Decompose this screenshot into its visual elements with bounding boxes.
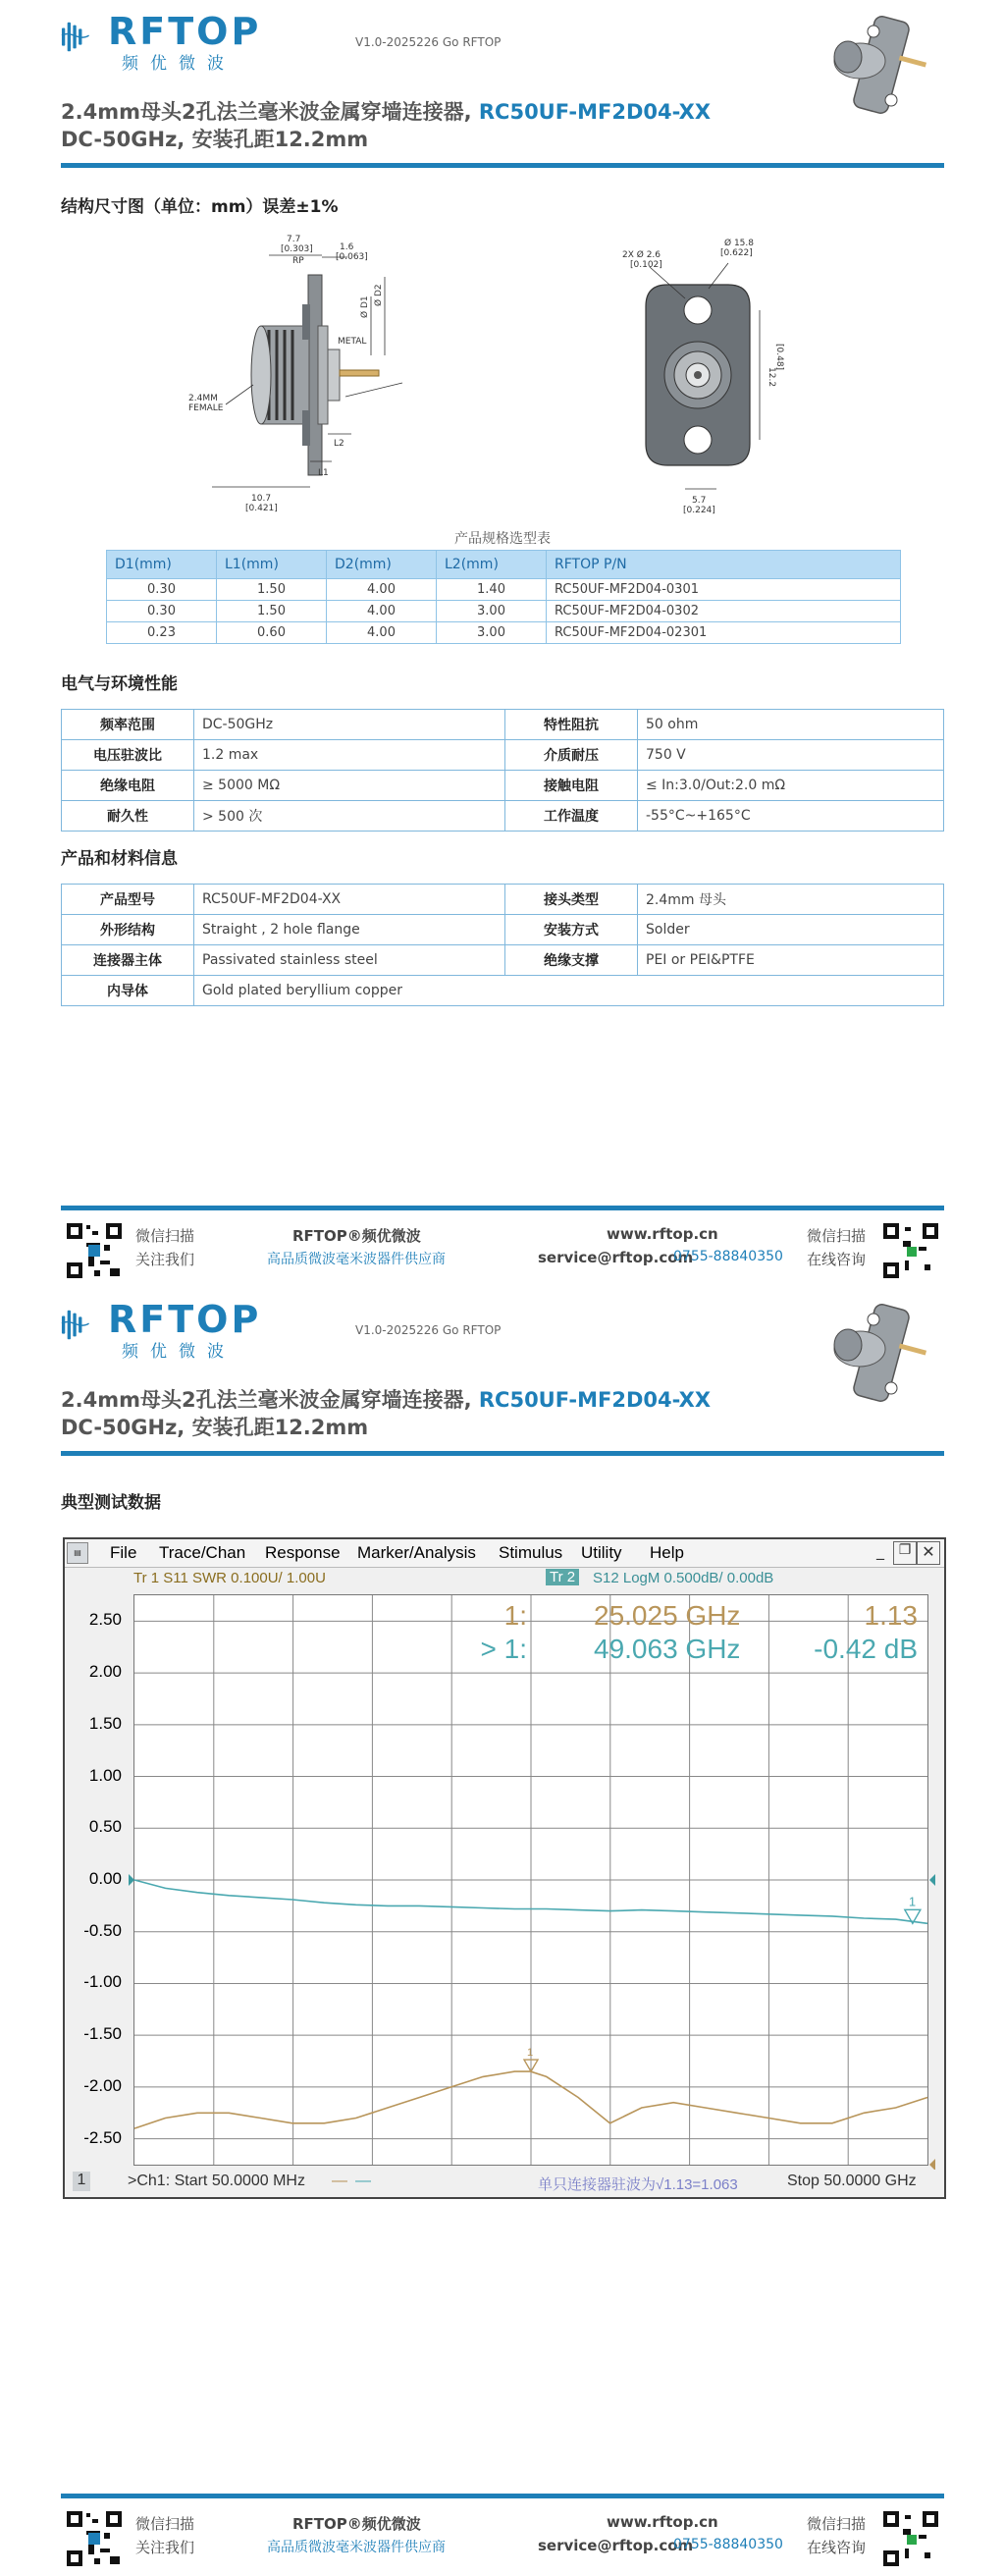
dim-1-6-in: [0.063] [336,252,368,262]
spec-value: 1.2 max [194,740,505,771]
vna-menubar [65,1539,944,1568]
footer-rule [61,2494,944,2498]
cell: RC50UF-MF2D04-02301 [547,622,901,644]
dim-l1: L1 [318,468,329,478]
qr-code-icon [881,2509,940,2568]
table-header-row [107,551,901,579]
table-row [62,801,944,832]
title-prefix: 2.4mm母头2孔法兰毫米波金属穿墙连接器, [61,100,479,124]
footer-website[interactable]: www.rftop.cn [607,1225,718,1243]
connector-photo [824,1298,932,1406]
connector-photo [824,10,932,118]
spec-key: 外形结构 [62,915,194,945]
marker-s11-label: 1 [527,2047,534,2060]
title-prefix: 2.4mm母头2孔法兰毫米波金属穿墙连接器, [61,1388,479,1412]
cell: 3.00 [437,622,547,644]
y-axis [65,1594,132,2164]
title-part-number: RC50UF-MF2D04-XX [478,1388,712,1412]
cell: 0.60 [217,622,327,644]
drawing-section-title: 结构尺寸图（单位：mm）误差±1% [61,197,339,217]
footer-wechat-scan-2: 微信扫描 [807,2515,867,2533]
trace2-label[interactable]: S12 LogM 0.500dB/ 0.00dB [593,1570,774,1586]
footer-follow-us: 关注我们 [135,1251,195,1268]
cell: 0.30 [107,601,217,622]
cell: 4.00 [327,622,437,644]
spec-key: 电压驻波比 [62,740,194,771]
label-2-4mm: 2.4MM [188,394,218,403]
y-tick-label: -0.50 [83,1920,122,1940]
spec-value: > 500 次 [194,801,505,832]
spec-key: 频率范围 [62,710,194,740]
cell: 3.00 [437,601,547,622]
dim-rp: RP [292,256,304,266]
close-icon[interactable]: ✕ [917,1541,940,1565]
spec-key: 产品型号 [62,885,194,915]
cell: 1.50 [217,601,327,622]
dim-pitch: 12.2 [767,367,776,388]
doc-title [61,96,711,126]
y-tick-label: 0.00 [88,1869,122,1888]
dim-10-7: 10.7 [251,494,272,504]
spec-value: ≤ In:3.0/Out:2.0 mΩ [638,771,944,801]
dim-d1: Ø D1 [360,295,370,318]
marker1-readout-freq: 25.025 GHz [594,1600,741,1631]
table-row [62,885,944,915]
header-rule [61,163,944,168]
table-row [62,710,944,740]
spec-value: ≥ 5000 MΩ [194,771,505,801]
materials-table [61,884,944,1006]
footer [61,1217,944,1286]
stop-frequency: Stop 50.0000 GHz [787,2173,917,2189]
spec-value: 50 ohm [638,710,944,740]
footer-phone: 0755-88840350 [673,2537,783,2552]
y-tick-label: -1.00 [83,1972,122,1992]
cell: 0.23 [107,622,217,644]
table-row [107,601,901,622]
doc-title [61,1384,711,1414]
dim-7-7-in: [0.303] [281,244,313,254]
footer-online: 在线咨询 [807,1251,867,1268]
spec-key: 接触电阻 [505,771,638,801]
title-part-number: RC50UF-MF2D04-XX [478,100,712,124]
menu-trace-chan[interactable]: Trace/Chan [159,1543,246,1562]
y-tick-label: -2.50 [83,2127,122,2147]
qr-code-icon [881,1221,940,1280]
spec-value: PEI or PEI&PTFE [638,945,944,976]
spec-value: Passivated stainless steel [194,945,505,976]
spec-key: 绝缘电阻 [62,771,194,801]
spec-key: 耐久性 [62,801,194,832]
footer-wechat-scan: 微信扫描 [135,2515,195,2533]
table-row [62,976,944,1006]
y-tick-label: 0.50 [88,1817,122,1837]
label-metal: METAL [338,337,367,347]
doc-subtitle: DC-50GHz, 安装孔距12.2mm [61,128,369,151]
menu-stimulus[interactable]: Stimulus [499,1543,563,1562]
footer-wechat-scan: 微信扫描 [135,1227,195,1245]
dim-hole: 2X Ø 2.6 [622,250,661,260]
brand-name: RFTOP [108,1298,262,1341]
version-label: V1.0-2025226 Go RFTOP [355,35,502,49]
dimension-drawing [61,228,944,522]
table-row [62,945,944,976]
cell: RC50UF-MF2D04-0301 [547,579,901,601]
menu-help[interactable]: Help [650,1543,684,1562]
label-female: FEMALE [188,403,224,413]
footer-email[interactable]: service@rftop.com [538,2537,694,2554]
start-frequency: >Ch1: Start 50.0000 MHz [128,2173,305,2189]
col-l2: L2(mm) [437,551,547,579]
vna-plot [133,1594,928,2166]
qr-code-icon [65,1221,124,1280]
menu-marker-analysis[interactable]: Marker/Analysis [357,1543,476,1562]
dim-d2: Ø D2 [374,284,384,306]
spec-value: Solder [638,915,944,945]
vna-window [63,1537,946,2199]
footer-company: RFTOP®频优微波 [292,2515,421,2533]
cell: 1.40 [437,579,547,601]
dim-5-7: 5.7 [692,496,707,506]
table-row [62,740,944,771]
dim-pitch-in: [0.48] [774,344,784,371]
app-icon: ▤ [67,1542,88,1564]
y-tick-label: 2.00 [88,1662,122,1682]
spec-key: 连接器主体 [62,945,194,976]
footer-phone: 0755-88840350 [673,1249,783,1264]
spec-value: Gold plated beryllium copper [194,976,944,1006]
footer-follow-us: 关注我们 [135,2539,195,2556]
spec-key: 介质耐压 [505,740,638,771]
test-section-title: 典型测试数据 [61,1493,161,1513]
footer [61,2505,944,2574]
cell: RC50UF-MF2D04-0302 [547,601,901,622]
minimize-icon[interactable]: _ [876,1541,884,1560]
footer-slogan: 高品质微波毫米波器件供应商 [267,2540,446,2555]
qr-code-icon [65,2509,124,2568]
brand-cn: 频优微波 [122,1342,236,1362]
y-tick-label: 1.00 [88,1765,122,1785]
col-pn: RFTOP P/N [547,551,901,579]
header-rule [61,1451,944,1456]
marker1-readout-value: 1.13 [864,1600,918,1631]
y-tick-label: 1.50 [88,1713,122,1733]
spec-value: Straight , 2 hole flange [194,915,505,945]
front-view [646,285,750,465]
table-row [107,579,901,601]
table-row [62,915,944,945]
trace2-tag[interactable]: Tr 2 [546,1569,579,1585]
spec-value: DC-50GHz [194,710,505,740]
marker2-readout-freq: 49.063 GHz [594,1634,741,1664]
col-d1: D1(mm) [107,551,217,579]
materials-section-title: 产品和材料信息 [61,849,178,869]
spec-key: 特性阻抗 [505,710,638,740]
y-tick-label: -1.50 [83,2024,122,2044]
electrical-table [61,709,944,832]
channel-number[interactable]: 1 [73,2172,90,2191]
footer-slogan: 高品质微波毫米波器件供应商 [267,1252,446,1267]
spec-key: 绝缘支撑 [505,945,638,976]
spec-key: 接头类型 [505,885,638,915]
dim-10-7-in: [0.421] [245,504,278,513]
dim-hole-in: [0.102] [630,260,662,270]
table-row [107,622,901,644]
dim-5-7-in: [0.224] [683,506,715,515]
brand-cn: 频优微波 [122,54,236,74]
footer-wechat-scan-2: 微信扫描 [807,1227,867,1245]
restore-icon[interactable]: ❐ [893,1541,917,1565]
page-2 [0,1288,1005,2576]
dim-l2: L2 [334,439,344,449]
doc-subtitle: DC-50GHz, 安装孔距12.2mm [61,1416,369,1439]
dim-7-7: 7.7 [287,235,301,244]
spec-value: RC50UF-MF2D04-XX [194,885,505,915]
menu-file[interactable]: File [110,1543,137,1562]
swr-note: 单只连接器驻波为√1.13=1.063 [538,2176,738,2193]
cell: 4.00 [327,601,437,622]
y-tick-label: 2.50 [88,1610,122,1630]
dim-flange-d: Ø 15.8 [724,239,754,248]
footer-online: 在线咨询 [807,2539,867,2556]
version-label: V1.0-2025226 Go RFTOP [355,1323,502,1337]
cell: 4.00 [327,579,437,601]
cell: 0.30 [107,579,217,601]
footer-email[interactable]: service@rftop.com [538,1249,694,1266]
menu-response[interactable]: Response [265,1543,341,1562]
selection-table-caption: 产品规格选型表 [454,531,551,547]
col-l1: L1(mm) [217,551,327,579]
footer-website[interactable]: www.rftop.cn [607,2513,718,2531]
marker-s12-label: 1 [908,1894,917,1909]
marker2-readout-label: > 1: [480,1634,527,1664]
spec-value: -55°C~+165°C [638,801,944,832]
legend-s12-swatch: — [355,2173,371,2189]
ref-arrow-right [929,1874,935,1886]
spec-value: 2.4mm 母头 [638,885,944,915]
spec-key: 安装方式 [505,915,638,945]
menu-utility[interactable]: Utility [581,1543,622,1562]
electrical-section-title: 电气与环境性能 [61,674,178,694]
trace1-label[interactable]: Tr 1 S11 SWR 0.100U/ 1.00U [133,1570,326,1586]
cell: 1.50 [217,579,327,601]
dim-flange-d-in: [0.622] [720,248,753,258]
y-tick-label: -2.00 [83,2075,122,2095]
spec-key: 内导体 [62,976,194,1006]
brand-name: RFTOP [108,10,262,53]
footer-rule [61,1206,944,1210]
spec-key: 工作温度 [505,801,638,832]
vna-statusbar [65,2170,944,2195]
spec-value: 750 V [638,740,944,771]
legend-s11-swatch: — [332,2173,347,2189]
selection-table [106,550,901,644]
col-d2: D2(mm) [327,551,437,579]
marker1-readout-label: 1: [503,1600,527,1631]
dim-1-6: 1.6 [340,242,354,252]
table-row [62,771,944,801]
marker2-readout-value: -0.42 dB [814,1634,918,1664]
footer-company: RFTOP®频优微波 [292,1227,421,1245]
